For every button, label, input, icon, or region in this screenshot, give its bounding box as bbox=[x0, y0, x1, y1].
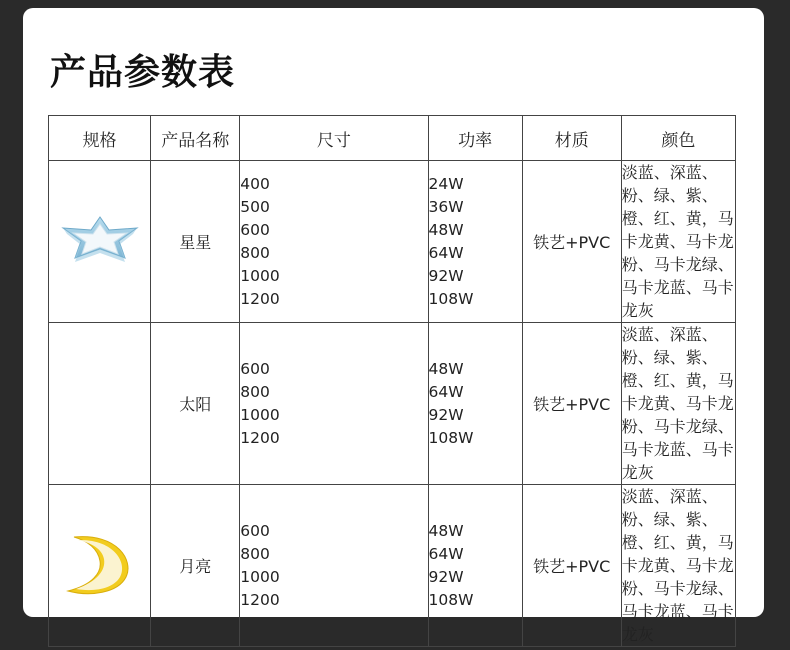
image-cell bbox=[49, 323, 151, 485]
product-name: 星星 bbox=[151, 161, 240, 323]
header-size: 尺寸 bbox=[240, 116, 428, 161]
star-lamp-icon bbox=[57, 214, 143, 270]
page-title: 产品参数表 bbox=[50, 52, 236, 93]
size-list bbox=[240, 161, 428, 323]
power-value: 48W bbox=[428, 359, 464, 378]
product-name: 月亮 bbox=[151, 485, 240, 647]
power-value: 36W bbox=[428, 197, 464, 216]
product-name: 太阳 bbox=[151, 323, 240, 485]
table-row bbox=[49, 161, 736, 323]
power-value: 108W bbox=[428, 590, 474, 609]
power-list bbox=[428, 323, 522, 485]
power-value: 64W bbox=[428, 382, 464, 401]
power-value: 24W bbox=[428, 174, 464, 193]
power-value: 92W bbox=[428, 405, 464, 424]
color-options: 淡蓝、深蓝、粉、绿、紫、橙、红、黄，马卡龙黄、马卡龙粉、马卡龙绿、马卡龙蓝、马卡龙灰 bbox=[621, 323, 735, 485]
power-value: 64W bbox=[428, 544, 464, 563]
power-list bbox=[428, 485, 522, 647]
power-value: 48W bbox=[428, 220, 464, 239]
spec-table bbox=[48, 115, 736, 647]
size-value: 600 bbox=[240, 220, 270, 239]
table-header-row bbox=[49, 116, 736, 161]
size-value: 1000 bbox=[240, 405, 280, 424]
power-value: 92W bbox=[428, 567, 464, 586]
size-value: 1000 bbox=[240, 266, 280, 285]
size-value: 800 bbox=[240, 544, 270, 563]
size-list bbox=[240, 485, 428, 647]
table-row bbox=[49, 323, 736, 485]
material: 铁艺+PVC bbox=[522, 323, 621, 485]
table-row bbox=[49, 485, 736, 647]
color-options: 淡蓝、深蓝、粉、绿、紫、橙、红、黄，马卡龙黄、马卡龙粉、马卡龙绿、马卡龙蓝、马卡龙灰 bbox=[621, 485, 735, 647]
size-value: 800 bbox=[240, 243, 270, 262]
spec-card bbox=[23, 8, 764, 644]
material: 铁艺+PVC bbox=[522, 485, 621, 647]
image-cell bbox=[49, 485, 151, 647]
size-value: 600 bbox=[240, 521, 270, 540]
power-list bbox=[428, 161, 522, 323]
color-options: 淡蓝、深蓝、粉、绿、紫、橙、红、黄，马卡龙黄、马卡龙粉、马卡龙绿、马卡龙蓝、马卡龙灰 bbox=[621, 161, 735, 323]
size-value: 800 bbox=[240, 382, 270, 401]
power-value: 48W bbox=[428, 521, 464, 540]
header-material: 材质 bbox=[522, 116, 621, 161]
power-value: 64W bbox=[428, 243, 464, 262]
header-product-name: 产品名称 bbox=[151, 116, 240, 161]
size-value: 1000 bbox=[240, 567, 280, 586]
image-cell bbox=[49, 161, 151, 323]
size-list bbox=[240, 323, 428, 485]
material: 铁艺+PVC bbox=[522, 161, 621, 323]
size-value: 1200 bbox=[240, 289, 280, 308]
header-color: 颜色 bbox=[621, 116, 735, 161]
size-value: 1200 bbox=[240, 590, 280, 609]
header-spec: 规格 bbox=[49, 116, 151, 161]
size-value: 400 bbox=[240, 174, 270, 193]
moon-lamp-icon bbox=[60, 533, 140, 599]
header-power: 功率 bbox=[428, 116, 522, 161]
size-value: 1200 bbox=[240, 428, 280, 447]
power-value: 108W bbox=[428, 289, 474, 308]
power-value: 92W bbox=[428, 266, 464, 285]
size-value: 600 bbox=[240, 359, 270, 378]
power-value: 108W bbox=[428, 428, 474, 447]
size-value: 500 bbox=[240, 197, 270, 216]
